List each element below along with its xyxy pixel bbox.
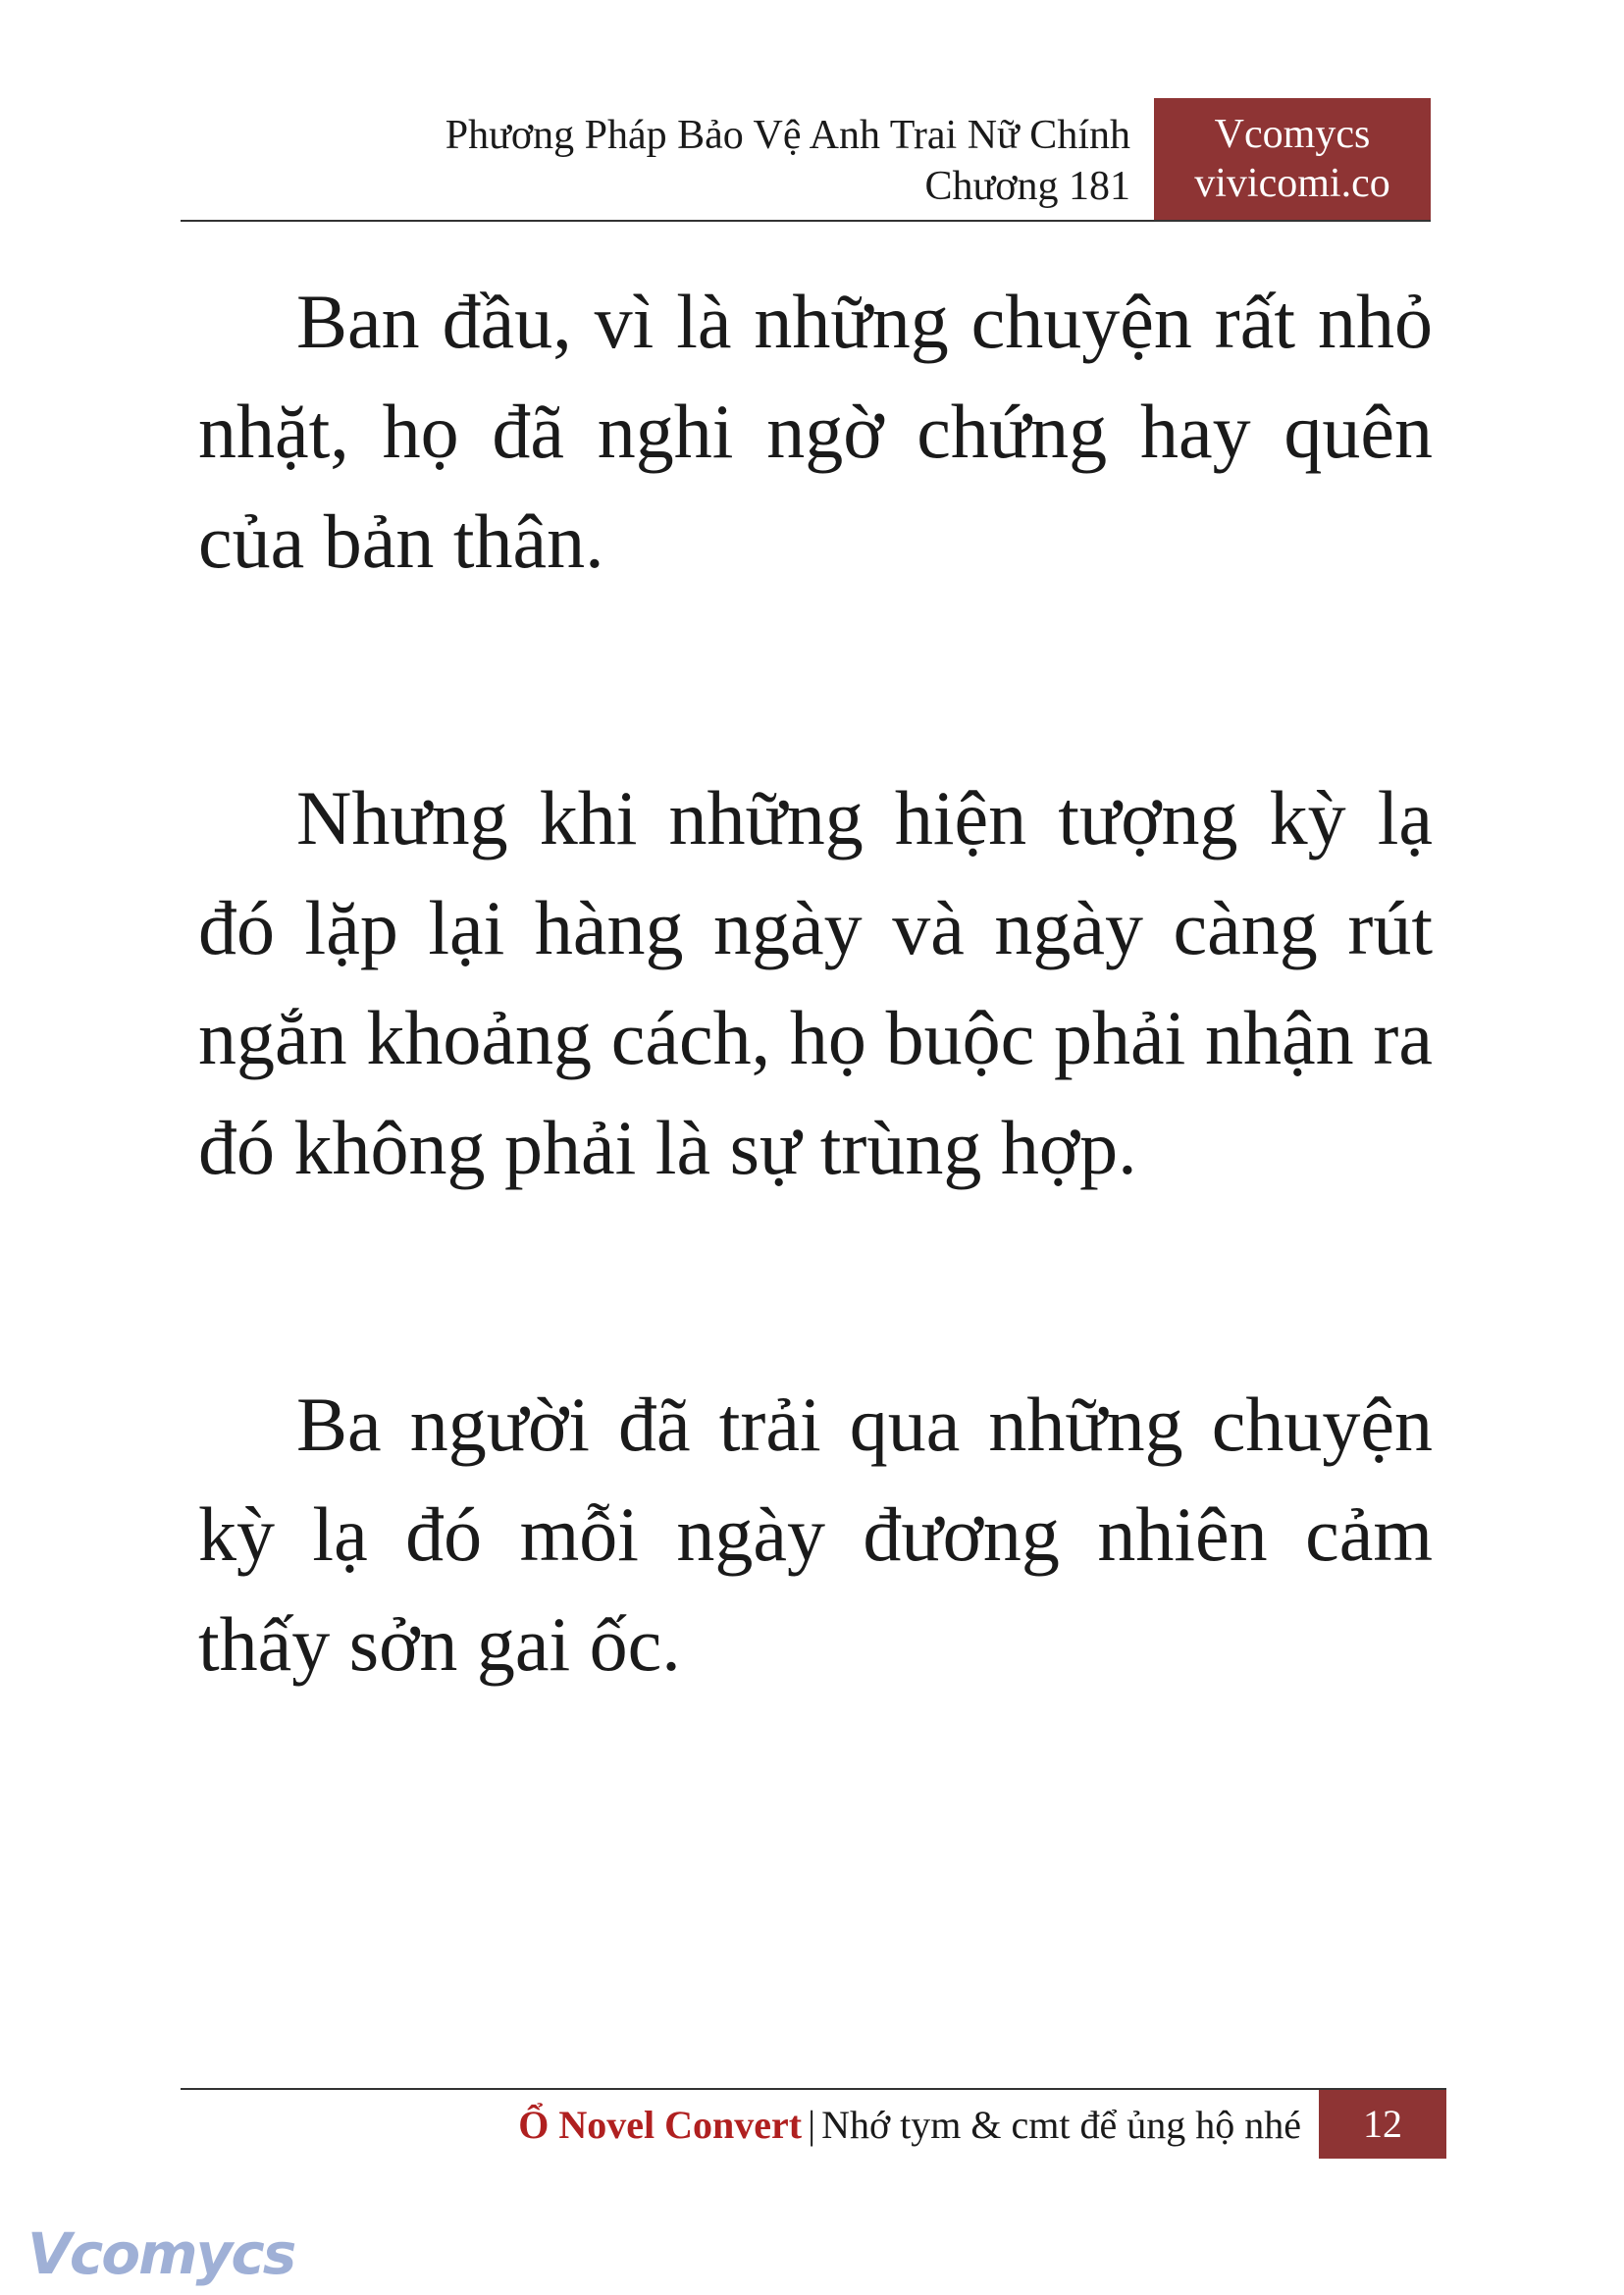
chapter-label: Chương 181 bbox=[924, 164, 1130, 209]
watermark-logo bbox=[27, 2219, 295, 2288]
brand-name: Vcomycs bbox=[1214, 112, 1371, 157]
book-title: Phương Pháp Bảo Vệ Anh Trai Nữ Chính bbox=[445, 113, 1130, 158]
watermark-logo-text: Vcomycs bbox=[27, 2220, 295, 2287]
brand-site: vivicomi.co bbox=[1194, 161, 1390, 206]
footer-text bbox=[518, 2102, 1301, 2149]
chapter-body bbox=[198, 267, 1433, 1866]
page-header bbox=[181, 98, 1431, 222]
paragraph-2: Nhưng khi những hiện tượng kỳ lạ đó lặp lại hàng ngày và ngày càng rút ngắn khoảng cách, họ buộc phải nhận ra đó không phải là sự trùng hợp. bbox=[198, 775, 1433, 1190]
page-footer bbox=[181, 2090, 1446, 2159]
footer-separator: | bbox=[808, 2103, 816, 2147]
paragraph-1: Ban đầu, vì là những chuyện rất nhỏ nhặt, họ đã nghi ngờ chứng hay quên của bản thân. bbox=[198, 279, 1433, 584]
paragraph-3: Ba người đã trải qua những chuyện kỳ lạ đó mỗi ngày đương nhiên cảm thấy sởn gai ốc. bbox=[198, 1382, 1433, 1687]
header-divider bbox=[181, 220, 1431, 222]
footer-brand: Ổ Novel Convert bbox=[518, 2103, 803, 2147]
footer-message: Nhớ tym & cmt để ủng hộ nhé bbox=[821, 2103, 1301, 2147]
page-number: 12 bbox=[1319, 2090, 1446, 2159]
brand-box bbox=[1154, 98, 1431, 222]
header-title-block bbox=[445, 110, 1130, 212]
